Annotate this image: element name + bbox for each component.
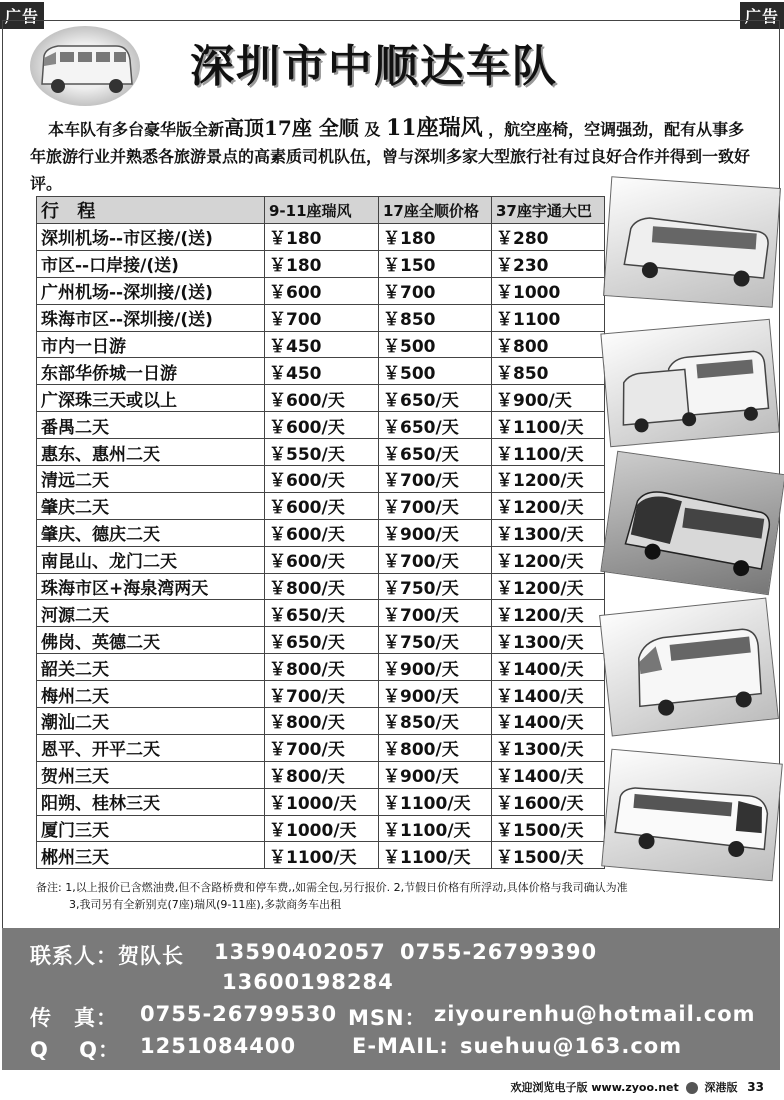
bus-photo-1 [603,176,781,308]
table-row [37,546,605,573]
price-17-seat: ￥500 [379,331,492,358]
route-cell: 肇庆二天 [37,492,265,519]
price-37-seat: ￥1400/天 [492,761,605,788]
header-11-seat: 9-11座瑞风 [265,197,379,224]
route-cell: 广深珠三天或以上 [37,385,265,412]
remarks [36,879,776,913]
price-37-seat: ￥1400/天 [492,654,605,681]
fax-label: 传 真： [30,1006,118,1030]
price-17-seat: ￥180 [379,224,492,251]
route-cell: 肇庆、德庆二天 [37,519,265,546]
price-17-seat: ￥700/天 [379,492,492,519]
table-row [37,734,605,761]
route-cell: 潮汕二天 [37,708,265,735]
route-cell: 广州机场--深圳接/(送) [37,277,265,304]
price-table-header [37,197,605,224]
price-37-seat: ￥1100 [492,304,605,331]
van-photo-top [30,26,140,106]
price-11-seat: ￥800/天 [265,708,379,735]
header-route: 行 程 [37,197,265,224]
route-cell: 河源二天 [37,600,265,627]
price-37-seat: ￥1300/天 [492,734,605,761]
bus-photo-5 [601,749,783,882]
price-17-seat: ￥1100/天 [379,842,492,869]
table-row [37,573,605,600]
price-37-seat: ￥1200/天 [492,466,605,493]
price-11-seat: ￥180 [265,224,379,251]
price-11-seat: ￥1100/天 [265,842,379,869]
price-17-seat: ￥800/天 [379,734,492,761]
mobile-phone-1[interactable]: 13590402057 [214,940,386,964]
bus-photo-3 [600,451,784,595]
price-17-seat: ￥1100/天 [379,815,492,842]
route-cell: 佛岗、英德二天 [37,627,265,654]
price-37-seat: ￥1100/天 [492,439,605,466]
price-11-seat: ￥700/天 [265,734,379,761]
price-11-seat: ￥700 [265,304,379,331]
email-address[interactable]: suehuu@163.com [460,1034,683,1058]
price-37-seat: ￥1200/天 [492,600,605,627]
price-11-seat: ￥550/天 [265,439,379,466]
price-11-seat: ￥600/天 [265,385,379,412]
header-17-seat: 17座全顺价格 [379,197,492,224]
price-17-seat: ￥650/天 [379,385,492,412]
price-11-seat: ￥600/天 [265,546,379,573]
price-37-seat: ￥1200/天 [492,546,605,573]
price-17-seat: ￥700 [379,277,492,304]
price-37-seat: ￥1100/天 [492,412,605,439]
table-row [37,708,605,735]
price-11-seat: ￥650/天 [265,627,379,654]
table-row [37,412,605,439]
price-11-seat: ￥700/天 [265,681,379,708]
price-17-seat: ￥850/天 [379,708,492,735]
price-11-seat: ￥800/天 [265,761,379,788]
table-row [37,761,605,788]
price-11-seat: ￥650/天 [265,600,379,627]
price-37-seat: ￥280 [492,224,605,251]
intro-text-e: ，航空座椅，空调强劲，配有从事多年旅游行业并熟悉各旅游景点的高素质司机队伍，曾与深圳多家大型旅行社有过良好合作并得到一致好评。 [30,120,751,193]
route-cell: 郴州三天 [37,842,265,869]
table-row [37,385,605,412]
price-11-seat: ￥180 [265,250,379,277]
price-17-seat: ￥900/天 [379,654,492,681]
ad-tag-left: 广告 [0,2,44,29]
table-row [37,654,605,681]
price-17-seat: ￥750/天 [379,573,492,600]
intro-highlight-11: 11座瑞风 [385,115,483,141]
price-17-seat: ￥900/天 [379,681,492,708]
price-37-seat: ￥1300/天 [492,627,605,654]
price-37-seat: ￥900/天 [492,385,605,412]
price-11-seat: ￥1000/天 [265,788,379,815]
table-row [37,788,605,815]
price-37-seat: ￥1200/天 [492,492,605,519]
table-row [37,627,605,654]
table-row [37,439,605,466]
route-cell: 韶关二天 [37,654,265,681]
price-37-seat: ￥800 [492,331,605,358]
price-17-seat: ￥500 [379,358,492,385]
remark-line-1: 备注: 1,以上报价已含燃油费,但不含路桥费和停车费,,如需全包,另行报价. 2,节假日价格有所浮动,具体价格与我司确认为准 [36,881,628,894]
price-17-seat: ￥650/天 [379,412,492,439]
intro-text-c: 及 [358,120,386,139]
table-row [37,681,605,708]
price-37-seat: ￥230 [492,250,605,277]
table-row [37,277,605,304]
contact-panel [2,928,780,1070]
price-17-seat: ￥900/天 [379,761,492,788]
price-17-seat: ￥1100/天 [379,788,492,815]
van-photo-2 [600,319,779,447]
footer-edition: 深港版 [704,1081,738,1094]
route-cell: 梅州二天 [37,681,265,708]
table-row [37,466,605,493]
qq-label: Q Q： [30,1038,121,1062]
msn-address[interactable]: ziyourenhu@hotmail.com [434,1002,756,1026]
price-11-seat: ￥800/天 [265,654,379,681]
price-11-seat: ￥450 [265,331,379,358]
price-table [36,196,605,869]
price-17-seat: ￥750/天 [379,627,492,654]
fax-number: 0755-26799530 [140,1002,338,1026]
qq-number[interactable]: 1251084400 [140,1034,297,1058]
table-row [37,304,605,331]
route-cell: 南昆山、龙门二天 [37,546,265,573]
price-11-seat: ￥600/天 [265,519,379,546]
price-37-seat: ￥1500/天 [492,842,605,869]
price-37-seat: ￥1000 [492,277,605,304]
price-37-seat: ￥1200/天 [492,573,605,600]
msn-label: MSN： [348,1006,427,1030]
price-37-seat: ￥1500/天 [492,815,605,842]
route-cell: 市内一日游 [37,331,265,358]
price-37-seat: ￥1400/天 [492,681,605,708]
contact-person: 联系人：贺队长 [30,944,184,968]
intro-text-a: 本车队有多台豪华版全新 [48,120,225,139]
email-label: E-MAIL: [352,1034,449,1058]
route-cell: 惠东、惠州二天 [37,439,265,466]
van-photo-4 [599,598,779,737]
ad-tag-right: 广告 [740,2,784,29]
route-cell: 珠海市区+海泉湾两天 [37,573,265,600]
route-cell: 贺州三天 [37,761,265,788]
intro-highlight-17: 高顶17座 全顺 [224,116,359,140]
price-17-seat: ￥150 [379,250,492,277]
page-title: 深圳市中顺达车队 [190,41,558,92]
price-17-seat: ￥900/天 [379,519,492,546]
price-11-seat: ￥600/天 [265,492,379,519]
table-row [37,331,605,358]
price-37-seat: ￥850 [492,358,605,385]
price-17-seat: ￥700/天 [379,546,492,573]
table-row [37,224,605,251]
route-cell: 珠海市区--深圳接/(送) [37,304,265,331]
price-17-seat: ￥650/天 [379,439,492,466]
price-37-seat: ￥1300/天 [492,519,605,546]
table-row [37,492,605,519]
price-11-seat: ￥450 [265,358,379,385]
table-row [37,600,605,627]
price-17-seat: ￥700/天 [379,466,492,493]
route-cell: 恩平、开平二天 [37,734,265,761]
price-37-seat: ￥1600/天 [492,788,605,815]
route-cell: 阳朔、桂林三天 [37,788,265,815]
page-footer [511,1079,764,1095]
price-17-seat: ￥700/天 [379,600,492,627]
table-row [37,358,605,385]
route-cell: 市区--口岸接/(送) [37,250,265,277]
route-cell: 清远二天 [37,466,265,493]
table-row [37,842,605,869]
route-cell: 深圳机场--市区接/(送) [37,224,265,251]
table-row [37,519,605,546]
price-17-seat: ￥850 [379,304,492,331]
page-number: 33 [747,1080,764,1094]
price-11-seat: ￥1000/天 [265,815,379,842]
header-37-seat: 37座宇通大巴 [492,197,605,224]
price-37-seat: ￥1400/天 [492,708,605,735]
footer-site-link[interactable]: 欢迎浏览电子版 www.zyoo.net [510,1081,679,1094]
route-cell: 番禺二天 [37,412,265,439]
price-11-seat: ￥600/天 [265,412,379,439]
table-row [37,815,605,842]
mobile-phone-2[interactable]: 13600198284 [222,970,394,994]
remark-line-2: 3,我司另有全新别克(7座)瑞风(9-11座),多款商务车出租 [69,898,342,911]
price-11-seat: ￥600/天 [265,466,379,493]
office-phone[interactable]: 0755-26799390 [400,940,598,964]
route-cell: 东部华侨城一日游 [37,358,265,385]
route-cell: 厦门三天 [37,815,265,842]
price-11-seat: ￥600 [265,277,379,304]
price-11-seat: ￥800/天 [265,573,379,600]
zyoo-logo-icon [686,1082,698,1094]
table-row [37,250,605,277]
